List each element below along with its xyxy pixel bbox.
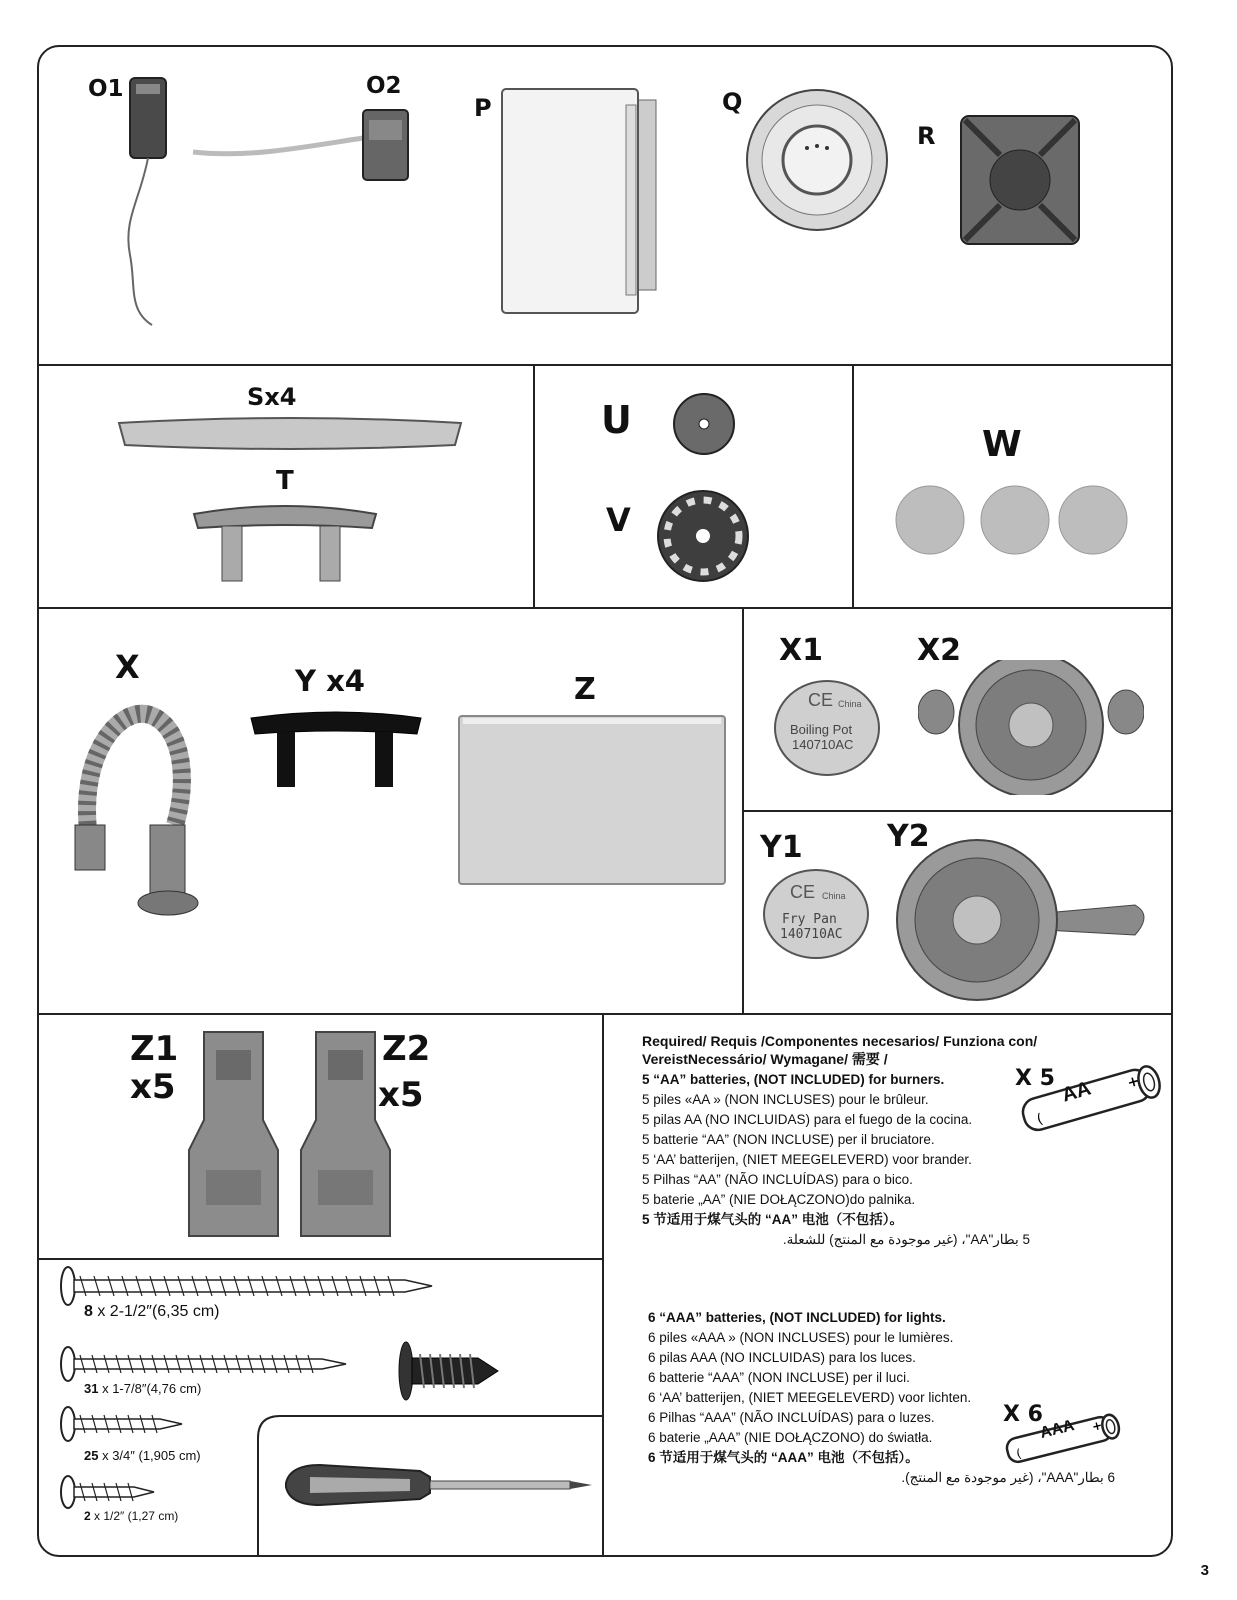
coin-x1-line2: 140710AC [792, 737, 854, 752]
coin-y1-line1: Fry Pan [782, 912, 837, 927]
part-label-z2: Z2 [382, 1029, 431, 1069]
part-label-x: X [115, 648, 140, 686]
aaa-line-it: 6 batterie “AAA” (NON INCLUSE) per il luci. [648, 1370, 910, 1385]
bracket-y-image [247, 708, 425, 798]
divider-row1 [37, 364, 1173, 366]
part-label-q: Q [722, 88, 743, 116]
part-label-y: Y x4 [295, 664, 365, 698]
part-label-r: R [917, 122, 936, 150]
burner-q-image [745, 88, 890, 233]
screw-8-count: 8 [84, 1303, 93, 1320]
part-label-o1: O1 [88, 76, 124, 102]
fry-pan-y2-image [895, 835, 1155, 1005]
aaa-line-en: 6 “AAA” batteries, (NOT INCLUDED) for lights. [648, 1310, 946, 1325]
screw-31-image [60, 1345, 350, 1383]
aaa-line-pl: 6 baterie „AAA” (NIE DOŁĄCZONO) do światła. [648, 1430, 933, 1445]
aa-battery-lines [642, 1070, 972, 1230]
divider-row2 [37, 607, 1173, 609]
clip-z2-image [298, 1030, 393, 1240]
oven-door-panel-image [498, 85, 663, 317]
backsplash-panel-z-image [457, 714, 727, 886]
screw-2-size: x 1/2″ (1,27 cm) [94, 1509, 179, 1523]
boiling-pot-x2-image [918, 660, 1144, 795]
coin-y1-origin: China [822, 891, 846, 901]
aa-line-nl: 5 ‘AA’ batterijen, (NIET MEEGELEVERD) voor brander. [642, 1152, 972, 1167]
divider-x1-y1 [742, 810, 1173, 812]
part-label-s: Sx4 [247, 383, 297, 411]
knob-v-image [656, 489, 751, 584]
burner-grate-r-image [955, 110, 1085, 250]
coin-y1-line2: 140710AC [780, 927, 843, 942]
clip-z1-image [186, 1030, 281, 1240]
part-label-u: U [601, 398, 632, 442]
battery-heading-line1: Required/ Requis /Componentes necesarios/ Funziona con/ [642, 1033, 1038, 1049]
screw-25-size: x 3/4″ (1,905 cm) [102, 1448, 201, 1463]
aaa-line-nl: 6 ‘AA’ batterijen, (NIET MEEGELEVERD) voor lichten. [648, 1390, 972, 1405]
svg-text:(: ( [1035, 1111, 1045, 1128]
screw-31-size: x 1-7/8″(4,76 cm) [102, 1381, 202, 1396]
aa-qty-label: X 5 [1015, 1066, 1055, 1091]
aaa-line-ar: 6 بطار"AAA"، (غير موجودة مع المنتج). [901, 1470, 1115, 1485]
screw-8-size: x 2-1/2″(6,35 cm) [97, 1303, 220, 1320]
coin-x1-line1: Boiling Pot [790, 722, 853, 737]
knob-caps-w-image [893, 483, 1133, 563]
aa-line-pt: 5 Pilhas “AA” (NÃO INCLUÍDAS) para o bico. [642, 1172, 913, 1187]
screw-8-label [84, 1303, 220, 1321]
knob-base-u-image [672, 392, 736, 456]
aa-battery-text: AA [1059, 1077, 1094, 1107]
aa-line-zh: 5 节适用于煤气头的 “AA” 电池（不包括）。 [642, 1212, 904, 1227]
screw-31-label [84, 1381, 201, 1396]
screw-2-label [84, 1509, 178, 1523]
screw-8-image [60, 1266, 435, 1306]
coin-y1-mark: CE [790, 882, 816, 902]
part-label-o2: O2 [366, 73, 402, 99]
bracket-t-image [190, 500, 380, 600]
aa-line-it: 5 batterie “AA” (NON INCLUSE) per il bruciatore. [642, 1132, 935, 1147]
led-light-strip-image [118, 70, 418, 335]
aaa-battery-lines [648, 1308, 971, 1468]
divider-u-w [852, 364, 854, 608]
part-label-t: T [276, 466, 294, 496]
aa-line-ar: 5 بطار"AA"، (غير موجودة مع المنتج) للشعلة. [782, 1232, 1030, 1247]
aaa-line-zh: 6 节适用于煤气头的 “AAA” 电池（不包括）。 [648, 1450, 919, 1465]
aaa-qty-label: X 6 [1003, 1402, 1043, 1427]
aaa-line-pt: 6 Pilhas “AAA” (NÃO INCLUÍDAS) para o luzes. [648, 1410, 935, 1425]
screw-2-count: 2 [84, 1509, 91, 1523]
part-label-z1: Z1 [130, 1029, 179, 1069]
part-label-p: P [474, 94, 492, 122]
screwdriver-image [280, 1455, 595, 1515]
screw-25-image [60, 1405, 185, 1443]
battery-heading-line2: VereistNecessário/ Wymagane/ 需要 / [642, 1051, 888, 1067]
part-label-z1-qty: x5 [130, 1067, 176, 1107]
coin-x1-origin: China [838, 699, 862, 709]
divider-z1-screws [37, 1258, 603, 1260]
part-label-y1: Y1 [760, 830, 803, 865]
part-label-v: V [606, 501, 631, 539]
aa-line-fr: 5 piles «AA » (NON INCLUSES) pour le brûleur. [642, 1092, 929, 1107]
part-label-z2-qty: x5 [378, 1075, 424, 1115]
screw-25-count: 25 [84, 1448, 99, 1463]
divider-row3 [37, 1013, 1173, 1015]
aa-line-es: 5 pilas AA (NO INCLUIDAS) para el fuego de la cocina. [642, 1112, 973, 1127]
faucet-x-image [60, 695, 210, 920]
part-label-x1: X1 [779, 633, 824, 668]
screw-2-image [60, 1474, 156, 1510]
screw-25-label [84, 1448, 201, 1463]
svg-text:+: + [1090, 1417, 1104, 1434]
handle-s-image [115, 415, 465, 453]
page-number: 3 [1200, 1562, 1209, 1579]
aa-line-pl: 5 baterie „AA” (NIE DOŁĄCZONO)do palnika. [642, 1192, 916, 1207]
divider-s-u [533, 364, 535, 608]
aaa-line-fr: 6 piles «AAA » (NON INCLUSES) pour le lumières. [648, 1330, 954, 1345]
screw-31-count: 31 [84, 1381, 99, 1396]
part-label-z: Z [574, 672, 596, 707]
aaa-line-es: 6 pilas AAA (NO INCLUIDAS) para los luces. [648, 1350, 916, 1365]
part-label-x2: X2 [917, 633, 962, 668]
aaa-battery-text: AAA [1038, 1417, 1077, 1442]
part-label-w: W [982, 424, 1022, 465]
push-rivet-image [398, 1340, 500, 1402]
part-label-y2: Y2 [887, 819, 930, 854]
svg-text:+: + [1125, 1072, 1142, 1092]
aa-line-en: 5 “AA” batteries, (NOT INCLUDED) for burners. [642, 1072, 945, 1087]
svg-text:(: ( [1014, 1446, 1023, 1462]
coin-x1-mark: CE [808, 690, 834, 710]
